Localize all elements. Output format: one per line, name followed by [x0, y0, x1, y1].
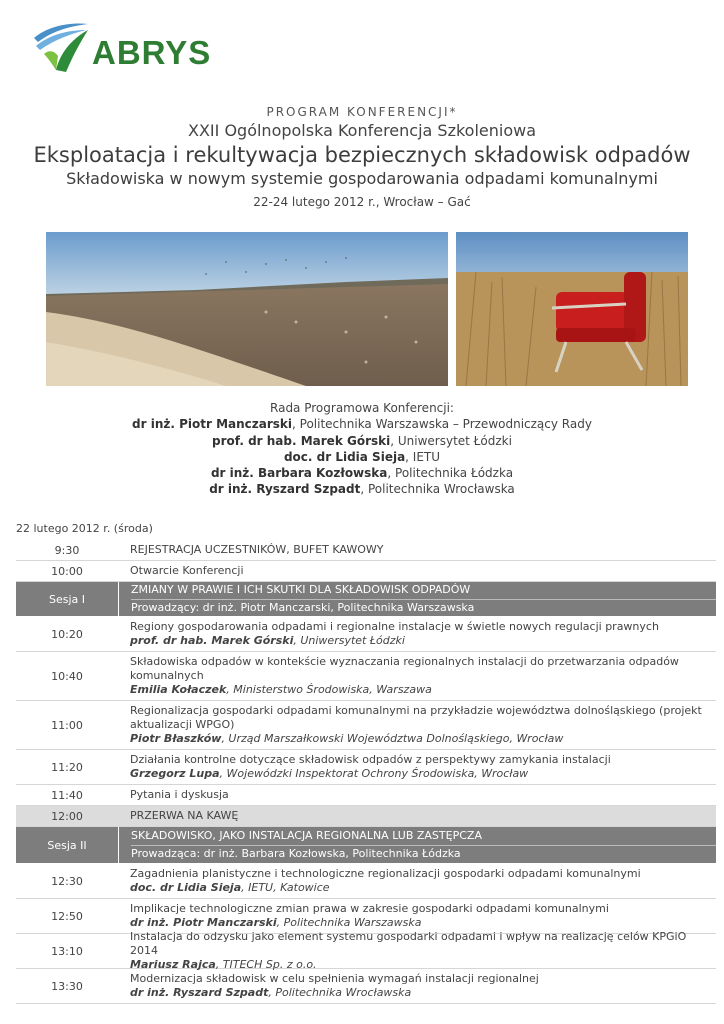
table-row: [16, 701, 716, 750]
council-heading: Rada Programowa Konferencji:: [270, 401, 454, 415]
page-subtitle: Składowiska w nowym systemie gospodarowania odpadami komunalnymi: [66, 169, 658, 188]
talk-speaker: prof. dr hab. Marek Górski, Uniwersytet Łódzki: [130, 634, 405, 647]
time-cell: 12:00: [51, 809, 83, 823]
council-member: dr inż. Piotr Manczarski, Politechnika Warszawska – Przewodniczący Rady: [132, 417, 592, 432]
talk-speaker: Mariusz Rajca, TITECH Sp. z o.o.: [130, 958, 317, 971]
break-row: [16, 806, 716, 827]
talk-speaker: Grzegorz Lupa, Wojewódzki Inspektorat Ochrony Środowiska, Wrocław: [130, 767, 529, 780]
table-row: [16, 561, 716, 582]
program-label: PROGRAM KONFERENCJI*: [266, 105, 458, 119]
time-cell: 11:40: [51, 788, 83, 802]
time-cell: 10:40: [51, 669, 83, 683]
talk-speaker: dr inż. Piotr Manczarski, Politechnika Warszawska: [130, 916, 422, 929]
conference-dates: 22-24 lutego 2012 r., Wrocław – Gać: [253, 195, 471, 209]
abrys-logo: [30, 16, 236, 74]
table-row: [16, 652, 716, 701]
session-chair: Prowadzący: dr inż. Piotr Manczarski, Politechnika Warszawska: [131, 599, 716, 615]
item-title: PRZERWA NA KAWĘ: [130, 809, 239, 822]
time-cell: 10:20: [51, 627, 83, 641]
time-cell: 12:50: [51, 909, 83, 923]
session-label: Sesja I: [16, 582, 119, 616]
talk-title: Regiony gospodarowania odpadami i regionalne instalacje w świetle nowych regulacji prawnych: [130, 620, 659, 633]
page-title: Eksploatacja i rekultywacja bezpiecznych składowisk odpadów: [33, 143, 691, 167]
armchair-photo: [456, 232, 688, 386]
logo-text: ABRYS: [92, 34, 212, 71]
schedule-table: [16, 540, 716, 1004]
council-member: dr inż. Ryszard Szpadt, Politechnika Wrocławska: [209, 482, 515, 497]
table-row: [16, 864, 716, 899]
session-header: [16, 582, 716, 617]
table-row: [16, 969, 716, 1004]
session-header: [16, 827, 716, 864]
talk-speaker: dr inż. Ryszard Szpadt, Politechnika Wrocławska: [130, 986, 412, 999]
session-chair: Prowadząca: dr inż. Barbara Kozłowska, Politechnika Łódzka: [131, 845, 716, 861]
council-member: prof. dr hab. Marek Górski, Uniwersytet Łódzki: [212, 433, 512, 448]
time-cell: 11:20: [51, 760, 83, 774]
time-cell: 11:00: [51, 718, 83, 732]
talk-title: Modernizacja składowisk w celu spełnienia wymagań instalacji regionalnej: [130, 972, 539, 985]
talk-title: Instalacja do odzysku jako element systemu gospodarki odpadami i wpływ na realizację celów KPGiO 2014: [130, 930, 687, 957]
conference-name: XXII Ogólnopolska Konferencja Szkoleniowa: [188, 121, 536, 140]
council-member: doc. dr Lidia Sieja, IETU: [283, 449, 441, 464]
time-cell: 10:00: [51, 564, 83, 578]
talk-title: Składowiska odpadów w kontekście wyznaczania regionalnych instalacji do przetwarzania odpadów komunalnych: [130, 655, 679, 682]
session-label: Sesja II: [16, 827, 119, 863]
council-member: dr inż. Barbara Kozłowska, Politechnika Łódzka: [210, 466, 514, 481]
table-row: [16, 617, 716, 652]
time-cell: 13:10: [51, 944, 83, 958]
table-row: [16, 899, 716, 934]
day-heading: 22 lutego 2012 r. (środa): [16, 522, 153, 535]
landfill-photo: [46, 232, 448, 386]
table-row: [16, 540, 716, 561]
table-row: [16, 750, 716, 785]
time-cell: 13:30: [51, 979, 83, 993]
session-title: ZMIANY W PRAWIE I ICH SKUTKI DLA SKŁADOWISK ODPADÓW: [131, 583, 471, 596]
talk-speaker: Piotr Błaszków, Urząd Marszałkowski Województwa Dolnośląskiego, Wrocław: [130, 732, 564, 745]
header: [0, 104, 724, 212]
item-title: Pytania i dyskusja: [130, 788, 229, 801]
talk-speaker: Emilia Kołaczek, Ministerstwo Środowiska, Warszawa: [130, 683, 432, 696]
table-row: [16, 785, 716, 806]
talk-title: Implikacje technologiczne zmian prawa w zakresie gospodarki odpadami komunalnymi: [130, 902, 609, 915]
item-title: REJESTRACJA UCZESTNIKÓW, BUFET KAWOWY: [130, 543, 384, 556]
talk-speaker: doc. dr Lidia Sieja, IETU, Katowice: [130, 881, 330, 894]
program-council: [0, 400, 724, 498]
table-row: [16, 930, 716, 971]
talk-title: Zagadnienia planistyczne i technologiczne regionalizacji gospodarki odpadami komunalnymi: [130, 867, 641, 880]
session-title: SKŁADOWISKO, JAKO INSTALACJA REGIONALNA LUB ZASTĘPCZA: [131, 829, 482, 842]
talk-title: Regionalizacja gospodarki odpadami komunalnymi na przykładzie województwa dolnośląskiego (projekt aktualizacji WPGO): [130, 704, 702, 731]
time-cell: 12:30: [51, 874, 83, 888]
item-title: Otwarcie Konferencji: [130, 564, 244, 577]
talk-title: Działania kontrolne dotyczące składowisk odpadów z perspektywy zamykania instalacji: [130, 753, 611, 766]
abrys-swoosh-icon: [30, 16, 90, 74]
time-cell: 9:30: [54, 543, 80, 557]
